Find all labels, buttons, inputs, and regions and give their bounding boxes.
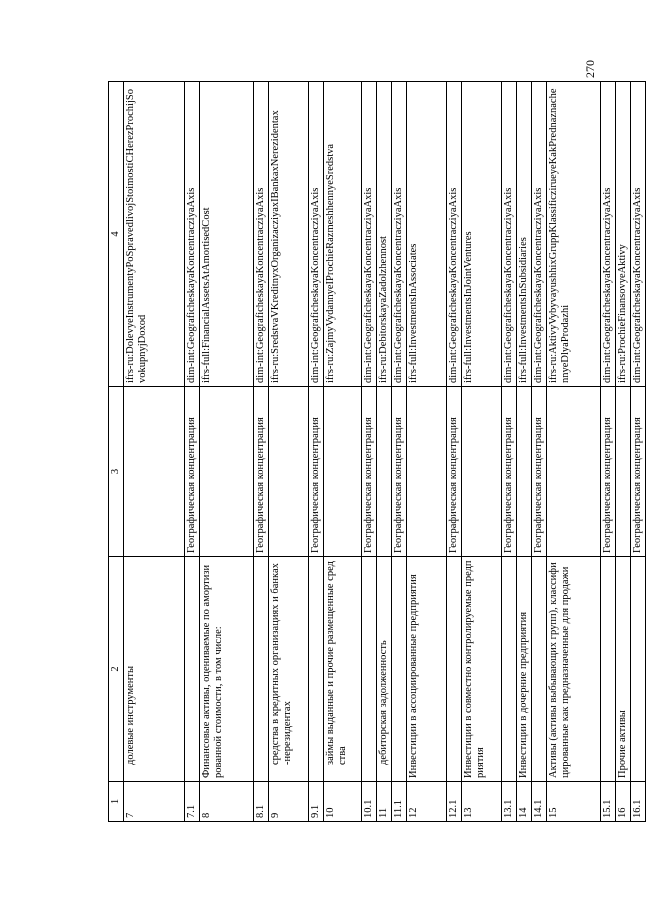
row-code-cell: dim-int:GeograficheskayaKoncentracziyaAxis <box>447 82 462 387</box>
row-code-cell: dim-int:GeograficheskayaKoncentracziyaAxis <box>601 82 616 387</box>
row-code-cell: dim-int:GeograficheskayaKoncentracziyaAxis <box>185 82 200 387</box>
row-code-cell: ifrs-full:FinancialAssetsAtAmortisedCost <box>200 82 254 387</box>
row-code-cell: ifrs-full:InvestmentsInSubsidiaries <box>517 82 532 387</box>
row-name-cell: средства в кредитных организациях и банках-нерезидентах <box>269 557 309 782</box>
row-code-cell: dim-int:GeograficheskayaKoncentracziyaAxis <box>532 82 547 387</box>
row-name-cell: долевые инструменты <box>124 557 185 782</box>
row-number-cell: 7 <box>124 782 185 822</box>
row-axis-cell <box>269 387 309 557</box>
row-code-cell: dim-int:GeograficheskayaKoncentracziyaAxis <box>631 82 646 387</box>
table-row <box>269 82 309 822</box>
rotated-table-container <box>108 82 643 822</box>
row-code-cell: ifrs-ru:ProchieFinansovyeAktivy <box>616 82 631 387</box>
row-code-cell: ifrs-ru:SredstvaVKreditnyxOrganizacziyaxIBankaxNerezidentax <box>269 82 309 387</box>
row-name-cell <box>254 557 269 782</box>
row-number-cell: 7.1 <box>185 782 200 822</box>
row-axis-cell: Географическая концентрация <box>309 387 324 557</box>
row-name-cell <box>185 557 200 782</box>
row-number-cell: 15.1 <box>601 782 616 822</box>
row-name-cell: Инвестиции в ассоциированные предприятия <box>407 557 447 782</box>
row-number-cell: 13 <box>462 782 502 822</box>
row-axis-cell: Географическая концентрация <box>532 387 547 557</box>
row-name-cell <box>362 557 377 782</box>
row-number-cell: 12 <box>407 782 447 822</box>
row-name-cell: Активы (активы выбывающих групп), классифицированные как предназначенные для продажи <box>547 557 601 782</box>
row-code-cell: dim-int:GeograficheskayaKoncentracziyaAxis <box>392 82 407 387</box>
row-code-cell: ifrs-full:InvestmentsInAssociates <box>407 82 447 387</box>
row-axis-cell: Географическая концентрация <box>185 387 200 557</box>
table-row <box>407 82 447 822</box>
row-code-cell: ifrs-ru:AktivyVybyvayushhixGruppKlassificzirueyeKakPrednaznachennyeDlyaProdazhi <box>547 82 601 387</box>
row-number-cell: 14 <box>517 782 532 822</box>
row-name-cell <box>309 557 324 782</box>
row-name-cell <box>502 557 517 782</box>
row-name-cell: Финансовые активы, оцениваемые по амортизированной стоимости, в том числе: <box>200 557 254 782</box>
row-axis-cell <box>407 387 447 557</box>
row-name-cell <box>532 557 547 782</box>
row-name-cell <box>601 557 616 782</box>
row-name-cell <box>447 557 462 782</box>
row-number-cell: 8.1 <box>254 782 269 822</box>
row-number-cell: 11 <box>377 782 392 822</box>
row-number-cell: 8 <box>200 782 254 822</box>
row-number-cell: 15 <box>547 782 601 822</box>
table-row <box>185 82 200 822</box>
row-name-cell: Инвестиции в совместно контролируемые предприятия <box>462 557 502 782</box>
row-number-cell: 10.1 <box>362 782 377 822</box>
row-number-cell: 14.1 <box>532 782 547 822</box>
row-axis-cell <box>324 387 362 557</box>
row-code-cell: ifrs-ru:ZajmyVydannyeIProchieRazmeshhennyeSredstva <box>324 82 362 387</box>
row-axis-cell <box>377 387 392 557</box>
row-axis-cell <box>547 387 601 557</box>
row-code-cell: ifrs-ru:DolevyeInstrumentyPoSpravedlivojStoimostiCHerezProchijSovokupnyjDoxod <box>124 82 185 387</box>
row-name-cell <box>631 557 646 782</box>
row-axis-cell <box>616 387 631 557</box>
table-row <box>532 82 547 822</box>
row-number-cell: 9.1 <box>309 782 324 822</box>
row-number-cell: 16 <box>616 782 631 822</box>
table-row <box>362 82 377 822</box>
table-row <box>392 82 407 822</box>
taxonomy-table <box>108 81 646 822</box>
row-axis-cell: Географическая концентрация <box>254 387 269 557</box>
table-row <box>502 82 517 822</box>
header-row <box>109 82 124 822</box>
row-number-cell: 10 <box>324 782 362 822</box>
table-row <box>254 82 269 822</box>
table-row <box>124 82 185 822</box>
table-row <box>462 82 502 822</box>
row-axis-cell <box>462 387 502 557</box>
table-row <box>517 82 532 822</box>
table-row <box>377 82 392 822</box>
table-row <box>616 82 631 822</box>
row-number-cell: 16.1 <box>631 782 646 822</box>
table-row <box>631 82 646 822</box>
row-code-cell: dim-int:GeograficheskayaKoncentracziyaAxis <box>309 82 324 387</box>
row-code-cell: ifrs-full:InvestmentsInJointVentures <box>462 82 502 387</box>
table-row <box>601 82 616 822</box>
row-name-cell: Инвестиции в дочерние предприятия <box>517 557 532 782</box>
row-code-cell: dim-int:GeograficheskayaKoncentracziyaAxis <box>502 82 517 387</box>
table-row <box>200 82 254 822</box>
table-row <box>324 82 362 822</box>
row-code-cell: ifrs-ru:DebitorskayaZadolzhennost <box>377 82 392 387</box>
row-axis-cell <box>124 387 185 557</box>
row-axis-cell: Географическая концентрация <box>362 387 377 557</box>
row-axis-cell: Географическая концентрация <box>392 387 407 557</box>
row-name-cell: займы выданные и прочие размещенные средства <box>324 557 362 782</box>
row-number-cell: 12.1 <box>447 782 462 822</box>
row-axis-cell: Географическая концентрация <box>447 387 462 557</box>
row-code-cell: dim-int:GeograficheskayaKoncentracziyaAxis <box>362 82 377 387</box>
header-cell-4: 4 <box>109 82 124 387</box>
row-name-cell: Прочие активы <box>616 557 631 782</box>
row-number-cell: 13.1 <box>502 782 517 822</box>
table-row <box>447 82 462 822</box>
row-code-cell: dim-int:GeograficheskayaKoncentracziyaAxis <box>254 82 269 387</box>
row-number-cell: 11.1 <box>392 782 407 822</box>
table-body <box>124 82 646 822</box>
row-number-cell: 9 <box>269 782 309 822</box>
row-axis-cell <box>200 387 254 557</box>
row-axis-cell: Географическая концентрация <box>631 387 646 557</box>
row-axis-cell: Географическая концентрация <box>502 387 517 557</box>
row-name-cell: дебиторская задолженность <box>377 557 392 782</box>
row-name-cell <box>392 557 407 782</box>
table-row <box>309 82 324 822</box>
header-cell-3: 3 <box>109 387 124 557</box>
row-axis-cell <box>517 387 532 557</box>
header-cell-1: 1 <box>109 782 124 822</box>
page-number: 270 <box>583 60 597 78</box>
table-row <box>547 82 601 822</box>
row-axis-cell: Географическая концентрация <box>601 387 616 557</box>
header-cell-2: 2 <box>109 557 124 782</box>
